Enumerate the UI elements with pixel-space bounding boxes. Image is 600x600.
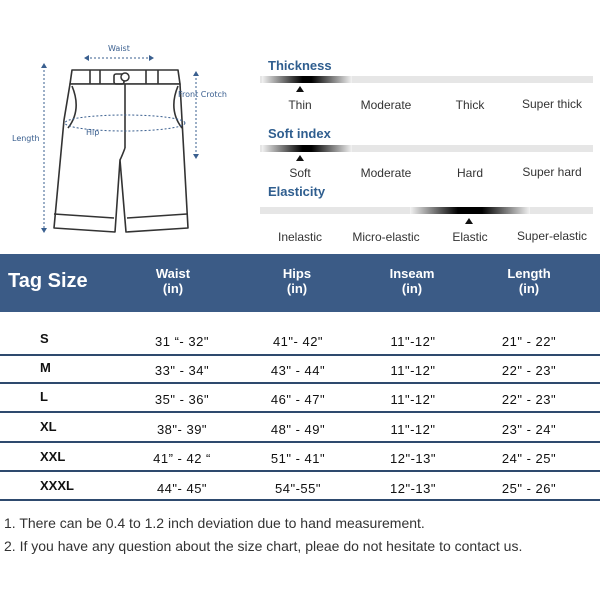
length-header [474,266,584,296]
elasticity-level-inelastic: Inelastic [277,230,323,244]
size-cell: M [40,360,51,375]
waist-cell: 35" - 36" [154,392,210,407]
inseam-header [357,266,467,296]
hips-cell: 46" - 47" [270,392,326,407]
hips-cell: 43" - 44" [270,363,326,378]
size-cell: S [40,331,49,346]
elasticity-level-elastic: Elastic [452,230,488,244]
waist-header-unit: (in) [162,281,184,296]
row-divider [0,354,600,356]
thickness-indicator-icon [296,86,304,92]
inseam-cell: 12"-13" [390,481,436,496]
waist-cell: 33" - 34" [154,363,210,378]
inseam-cell: 12"-13" [390,451,436,466]
hips-header-unit: (in) [286,281,308,296]
length-cell: 22" - 23" [501,363,557,378]
tag-size-header: Tag Size [8,270,88,292]
length-cell: 21" - 22" [501,334,557,349]
shorts-outline [54,70,188,232]
size-cell: L [40,389,48,404]
thickness-level-moderate: Moderate [360,98,412,112]
row-divider [0,441,600,443]
waist-cell: 41” - 42 “ [153,451,211,466]
elasticity-gradient [410,207,530,214]
inseam-cell: 11"-12" [390,363,436,378]
inseam-header-unit: (in) [401,281,423,296]
row-divider [0,411,600,413]
elasticity-level-super-elastic: Super-elastic [516,229,588,243]
soft-index-level-moderate: Moderate [360,166,412,180]
elasticity-indicator-icon [465,218,473,224]
front-crotch-arrow [193,71,199,159]
note-1: 1. There can be 0.4 to 1.2 inch deviation due to hand measurement. [4,515,425,531]
row-divider [0,382,600,384]
thickness-level-thick: Thick [455,98,485,112]
size-cell: XL [40,419,57,434]
front-crotch-label: Front Crotch [178,90,227,99]
waist-cell: 31 “- 32" [155,334,209,349]
thickness-level-thin: Thin [288,98,312,112]
length-cell: 22" - 23" [501,392,557,407]
length-cell: 23" - 24" [501,422,557,437]
elasticity-title: Elasticity [268,184,326,199]
size-cell: XXXL [40,478,74,493]
soft-index-level-hard: Hard [456,166,483,180]
soft-index-indicator-icon [296,155,304,161]
soft-index-level-super-hard: Super hard [522,165,582,179]
hips-cell: 41"- 42" [272,334,324,349]
note-2: 2. If you have any question about the size chart, pleae do not hesitate to contact us. [4,538,523,554]
soft-index-gradient [262,145,352,152]
length-header-label: Length [507,266,551,281]
inseam-header-label: Inseam [389,266,435,281]
length-header-unit: (in) [518,281,540,296]
waist-cell: 38"- 39" [156,422,208,437]
soft-index-level-soft: Soft [289,166,311,180]
hips-header-label: Hips [282,266,312,281]
waist-arrow [84,55,154,61]
hips-cell: 48" - 49" [270,422,326,437]
inseam-cell: 11"-12" [390,392,436,407]
thickness-level-super-thick: Super thick [521,97,583,111]
size-cell: XXL [40,449,66,464]
elasticity-level-micro-elastic: Micro-elastic [352,230,420,244]
thickness-title: Thickness [268,58,332,73]
waist-header-label: Waist [155,266,191,281]
hip-label: Hip [86,128,100,137]
hips-cell: 54"-55" [275,481,321,496]
hips-cell: 51" - 41" [270,451,326,466]
hips-header [242,266,352,296]
waist-label: Waist [108,44,130,53]
thickness-gradient [262,76,352,83]
length-cell: 25" - 26" [501,481,557,496]
inseam-cell: 11"-12" [390,422,436,437]
row-divider [0,470,600,472]
row-divider [0,499,600,501]
length-label: Length [12,134,40,143]
inseam-cell: 11"-12" [390,334,436,349]
waist-header [118,266,228,296]
length-cell: 24" - 25" [501,451,557,466]
soft-index-title: Soft index [268,126,331,141]
shorts-diagram [0,0,250,250]
waist-cell: 44"- 45" [156,481,208,496]
length-arrow [41,63,47,233]
